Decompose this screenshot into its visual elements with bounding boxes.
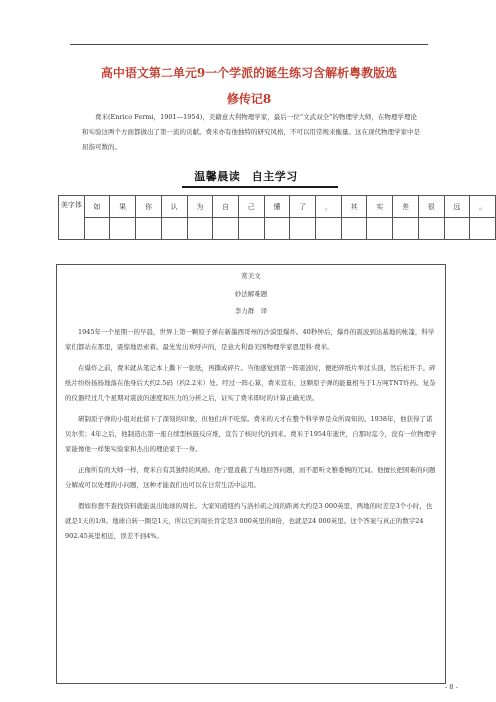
blank-cell[interactable] xyxy=(418,218,444,240)
passage-paragraph: 在爆炸之前，费米就从笔记本上撕下一张纸，再撕成碎片。当他感觉到第一阵震波时，便把碎纸片举过头顶，然后松开手。碎纸片纷纷扬扬地落在他身后大约2.5码（约2.2米）处。经过一阵心算，费米宣布，这颗原子弹的能量相当于1万吨TNT炸药。复杂的仪器经过几个星期对震波的速度和压力的分析之后，证实了费米即时的计算正确无误。 xyxy=(65,364,436,402)
blank-cell[interactable] xyxy=(238,218,264,240)
blank-cell[interactable] xyxy=(187,218,213,240)
blank-cell[interactable] xyxy=(110,218,136,240)
char-cell: 了 xyxy=(290,196,316,218)
document-title-line1: 高中语文第二单元9一个学派的诞生练习含解析粤教版选 xyxy=(100,66,398,80)
passage-body xyxy=(65,325,437,550)
char-cell: ， xyxy=(316,196,342,218)
char-cell: 很 xyxy=(418,196,444,218)
char-cell: 自 xyxy=(213,196,239,218)
blank-cell[interactable] xyxy=(393,218,419,240)
blank-cell[interactable] xyxy=(136,218,162,240)
char-table-label: 美字体 xyxy=(59,196,85,240)
blank-cell[interactable] xyxy=(341,218,367,240)
char-cell: 。 xyxy=(470,196,496,218)
document-title-line2: 修传记8 xyxy=(226,92,272,106)
passage-paragraph: 正像所有的大师一样，费米自有其独特的风格。他宁愿直截了当地回答问题，而不愿听文雅委婉的冗词。他擅长把困难的问题分解成可以处理的小问题，这种才能我们也可以在日常生活中运用。 xyxy=(65,466,436,489)
char-cell: 如 xyxy=(84,196,110,218)
banner-underline xyxy=(182,186,338,188)
page-number: - 8 - xyxy=(445,683,458,691)
char-cell: 实 xyxy=(367,196,393,218)
blank-cell[interactable] xyxy=(444,218,470,240)
blank-cell[interactable] xyxy=(367,218,393,240)
char-cell: 认 xyxy=(161,196,187,218)
section-banner xyxy=(160,166,340,188)
blank-cell[interactable] xyxy=(213,218,239,240)
char-cell: 远 xyxy=(444,196,470,218)
banner-text: 温馨晨读 自主学习 xyxy=(194,170,298,183)
intro-paragraph: 费米(Enrico Fermi，1901—1954)，美籍意大利物理学家，最后一位“文武双全”的物理学大师，在物理学理论和实验这两个方面都做出了第一流的贡献。费米亦有他独特的研究风格，不可以用常规来衡量。这在现代物理学家中是屈指可数的。 xyxy=(82,113,420,151)
passage-box xyxy=(56,264,446,684)
blank-cell[interactable] xyxy=(84,218,110,240)
char-cell: 懂 xyxy=(264,196,290,218)
blank-cell[interactable] xyxy=(264,218,290,240)
passage-paragraph: 1945年一个星期一的早晨，世界上第一颗原子弹在新墨西哥州的沙漠里爆炸。40秒钟后，爆炸的震波到达基地的帐篷，科学家们都站在那里，震惊地思索着。最先发出欢呼声的，是意大利裔美国物理学家恩里科·费米。 xyxy=(65,328,435,351)
char-cell: 为 xyxy=(187,196,213,218)
passage-paragraph: 研制原子弹的小组对此留下了深刻的印象，但他们并不吃惊。费米的天才在整个科学界是众所周知的。1938年，他获得了诺贝尔奖；4年之后，他制造出第一座自续型核链反应堆，宣告了核时代的到来。费米于1954年逝世，自那时迄今，没有一位物理学家能像他一样集实验家和杰出的理论家于一身。 xyxy=(65,415,437,453)
blank-cell[interactable] xyxy=(470,218,496,240)
char-cell: 己 xyxy=(238,196,264,218)
passage-paragraph: 假如你想不查找资料就能说出地球的周长。大家知道纽约与洛杉矶之间的距离大约是3 000英里，两地的时差是3个小时，也就是1天的1/8。地球自转一圈是1天，所以它的周长肯定是3 000英里的8倍，也就是24 000英里。这个答案与真正的数字24 902.45英里相近，误差不到4%。 xyxy=(65,502,433,540)
top-rule xyxy=(70,44,428,45)
passage-section-label: 赏美文 xyxy=(241,272,261,280)
passage-title: 妙法解难题 xyxy=(234,290,268,298)
char-cell: 差 xyxy=(393,196,419,218)
blank-cell[interactable] xyxy=(316,218,342,240)
char-cell: 其 xyxy=(341,196,367,218)
blank-cell[interactable] xyxy=(290,218,316,240)
character-table xyxy=(58,195,496,240)
blank-cell[interactable] xyxy=(161,218,187,240)
passage-author: 李力群 译 xyxy=(234,307,268,315)
char-cell: 果 xyxy=(110,196,136,218)
char-cell: 你 xyxy=(136,196,162,218)
